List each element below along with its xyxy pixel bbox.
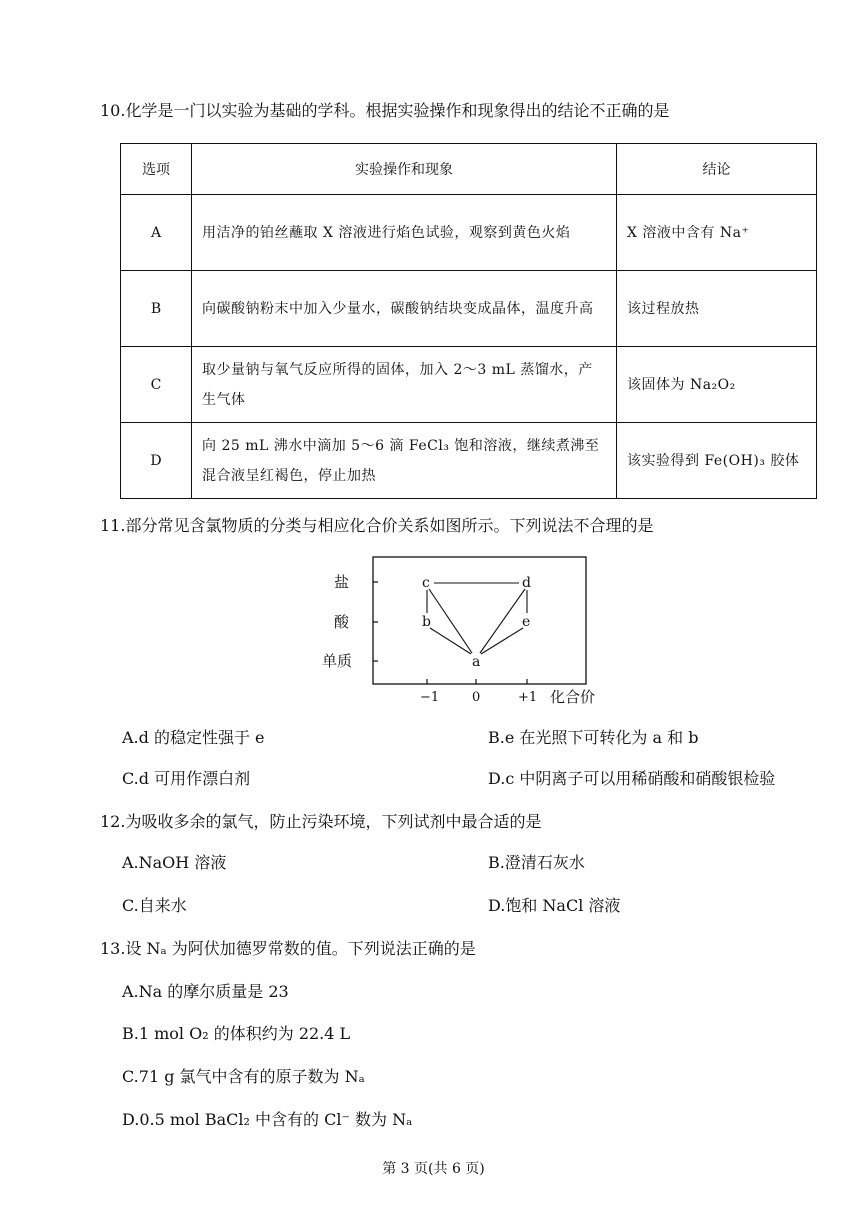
- table-header-row: [121, 144, 817, 195]
- q12-title: 12.为吸收多余的氯气，防止污染环境，下列试剂中最合适的是: [100, 812, 542, 831]
- row-operation: 用洁净的铂丝蘸取 X 溶液进行焰色试验，观察到黄色火焰: [192, 195, 617, 271]
- q12-option-a: A.NaOH 溶液: [122, 853, 227, 872]
- point-d: d: [522, 575, 531, 591]
- x-axis-label: 化合价: [550, 688, 596, 706]
- q11-option-d: D.c 中阴离子可以用稀硝酸和硝酸银检验: [488, 769, 776, 788]
- row-conclusion: 该实验得到 Fe(OH)₃ 胶体: [617, 423, 817, 499]
- chlorine-valence-diagram: [322, 553, 600, 706]
- table-row: [121, 423, 817, 499]
- line-e-a: [481, 628, 523, 654]
- q11-title: 11.部分常见含氯物质的分类与相应化合价关系如图所示。下列说法不合理的是: [100, 516, 654, 535]
- row-option: C: [121, 347, 192, 423]
- row-operation: 取少量钠与氧气反应所得的固体，加入 2～3 mL 蒸馏水，产生气体: [192, 347, 617, 423]
- line-c-a: [429, 589, 472, 653]
- q12-option-d: D.饱和 NaCl 溶液: [488, 896, 621, 915]
- point-a: a: [472, 654, 481, 670]
- table-row: [121, 271, 817, 347]
- header-option: 选项: [121, 144, 192, 195]
- q13-option-d: D.0.5 mol BaCl₂ 中含有的 Cl⁻ 数为 Nₐ: [122, 1110, 413, 1129]
- y-label-acid: 酸: [334, 613, 350, 631]
- x-tick-label-minus1: −1: [420, 690, 440, 705]
- table-row: [121, 347, 817, 423]
- page-footer: 第 3 页(共 6 页): [382, 1161, 485, 1177]
- y-label-salt: 盐: [334, 573, 350, 591]
- line-b-a: [430, 628, 471, 654]
- row-operation: 向 25 mL 沸水中滴加 5～6 滴 FeCl₃ 饱和溶液，继续煮沸至混合液呈红褐色，停止加热: [192, 423, 617, 499]
- row-conclusion: 该固体为 Na₂O₂: [617, 347, 817, 423]
- header-operation: 实验操作和现象: [192, 144, 617, 195]
- table-row: [121, 195, 817, 271]
- point-b: b: [422, 614, 431, 630]
- row-option: D: [121, 423, 192, 499]
- row-conclusion: 该过程放热: [617, 271, 817, 347]
- q12-option-b: B.澄清石灰水: [488, 853, 585, 872]
- q11-option-a: A.d 的稳定性强于 e: [122, 728, 265, 747]
- experiment-table: [120, 143, 817, 499]
- line-d-a: [480, 589, 525, 653]
- header-conclusion: 结论: [617, 144, 817, 195]
- q13-option-b: B.1 mol O₂ 的体积约为 22.4 L: [122, 1024, 351, 1043]
- q10-title: 10.化学是一门以实验为基础的学科。根据实验操作和现象得出的结论不正确的是: [100, 101, 670, 120]
- row-option: B: [121, 271, 192, 347]
- y-label-element: 单质: [322, 652, 353, 670]
- row-operation: 向碳酸钠粉末中加入少量水，碳酸钠结块变成晶体，温度升高: [192, 271, 617, 347]
- point-c: c: [422, 575, 430, 591]
- q11-option-b: B.e 在光照下可转化为 a 和 b: [488, 728, 699, 747]
- q12-option-c: C.自来水: [122, 896, 187, 915]
- q11-option-c: C.d 可用作漂白剂: [122, 769, 251, 788]
- x-tick-label-0: 0: [472, 690, 481, 705]
- q13-option-a: A.Na 的摩尔质量是 23: [122, 982, 289, 1001]
- row-conclusion: X 溶液中含有 Na⁺: [617, 195, 817, 271]
- q13-title: 13.设 Nₐ 为阿伏加德罗常数的值。下列说法正确的是: [100, 939, 476, 958]
- q13-option-c: C.71 g 氯气中含有的原子数为 Nₐ: [122, 1067, 365, 1086]
- row-option: A: [121, 195, 192, 271]
- point-e: e: [522, 614, 531, 630]
- x-tick-label-plus1: +1: [518, 690, 538, 705]
